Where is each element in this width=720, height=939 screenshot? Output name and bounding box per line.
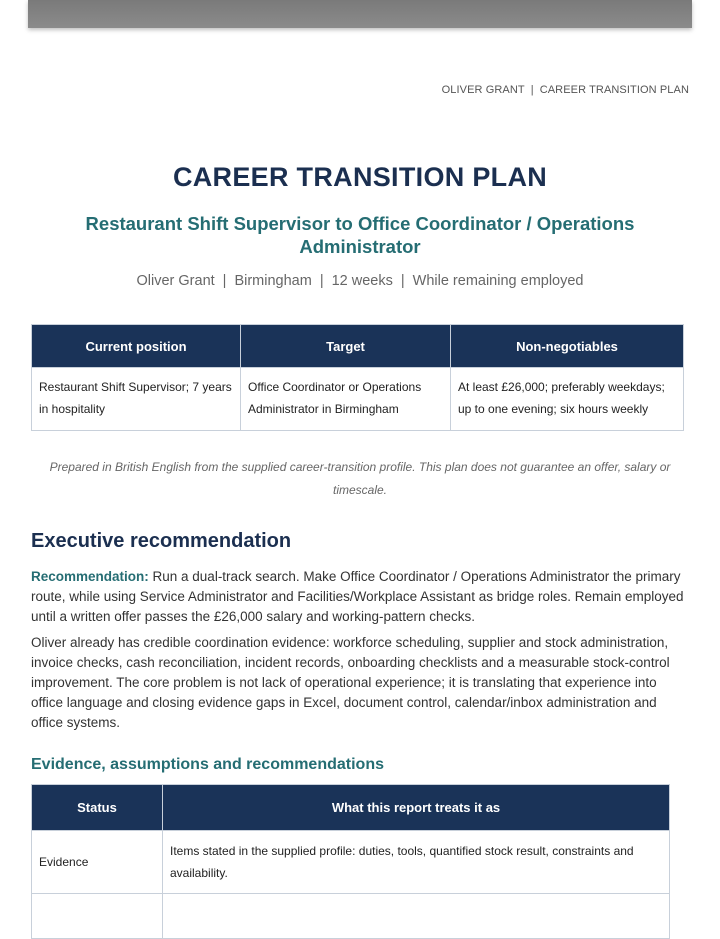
running-header-doc: CAREER TRANSITION PLAN — [539, 84, 689, 96]
table-row — [32, 894, 670, 939]
running-header-separator: | — [530, 84, 534, 96]
summary-row — [32, 368, 684, 431]
summary-header-current: Current position — [32, 325, 241, 368]
running-header — [442, 84, 689, 96]
table-row — [32, 831, 670, 894]
evidence-treatment-cell — [163, 894, 670, 939]
evidence-status-cell: Evidence — [32, 831, 163, 894]
meta-duration: 12 weeks — [331, 273, 393, 289]
summary-cell-target: Office Coordinator or Operations Administrator in Birmingham — [241, 368, 451, 431]
summary-cell-current: Restaurant Shift Supervisor; 7 years in hospitality — [32, 368, 241, 431]
summary-table — [31, 324, 684, 431]
summary-header-row — [32, 325, 684, 368]
executive-heading: Executive recommendation — [31, 530, 292, 552]
recommendation-paragraph — [31, 567, 691, 627]
meta-line — [0, 273, 720, 289]
summary-cell-non-negotiables: At least £26,000; preferably weekdays; up to one evening; six hours weekly — [451, 368, 684, 431]
recommendation-label: Recommendation: — [31, 569, 149, 584]
meta-separator: | — [319, 273, 324, 289]
page-title: CAREER TRANSITION PLAN — [172, 162, 548, 192]
evidence-table — [31, 784, 670, 939]
evidence-status-cell — [32, 894, 163, 939]
recommendation-text: Run a dual-track search. Make Office Coordinator / Operations Administrator the primary route, while using Service Administrator and Facilities/Workplace Assistant as bridge roles. Remain employed until a written offer passes the £26,000 salary and working-pattern checks. — [31, 569, 684, 624]
evidence-header-treatment: What this report treats it as — [163, 785, 670, 831]
evidence-heading: Evidence, assumptions and recommendations — [31, 756, 384, 773]
evidence-treatment-cell: Items stated in the supplied profile: duties, tools, quantified stock result, constraints and availability. — [163, 831, 670, 894]
meta-condition: While remaining employed — [412, 273, 584, 289]
evidence-header-row — [32, 785, 670, 831]
meta-separator: | — [222, 273, 227, 289]
summary-header-non-negotiables: Non-negotiables — [451, 325, 684, 368]
meta-separator: | — [400, 273, 405, 289]
viewer-top-bar — [28, 0, 692, 28]
executive-paragraph: Oliver already has credible coordination evidence: workforce scheduling, supplier and stock administration, invoice checks, cash reconciliation, incident records, onboarding checklists and a measurable stock-control improvement. The core problem is not lack of operational experience; it is translating that experience into office language and closing evidence gaps in Excel, document control, calendar/inbox administration and office systems. — [31, 635, 670, 730]
disclaimer-note: Prepared in British English from the supplied career-transition profile. This plan does not guarantee an offer, salary or timescale. — [49, 460, 671, 497]
meta-location: Birmingham — [234, 273, 312, 289]
evidence-header-status: Status — [32, 785, 163, 831]
page-subtitle: Restaurant Shift Supervisor to Office Coordinator / Operations Administrator — [85, 213, 635, 257]
summary-header-target: Target — [241, 325, 451, 368]
meta-name: Oliver Grant — [136, 273, 215, 289]
running-header-name: OLIVER GRANT — [441, 84, 525, 96]
